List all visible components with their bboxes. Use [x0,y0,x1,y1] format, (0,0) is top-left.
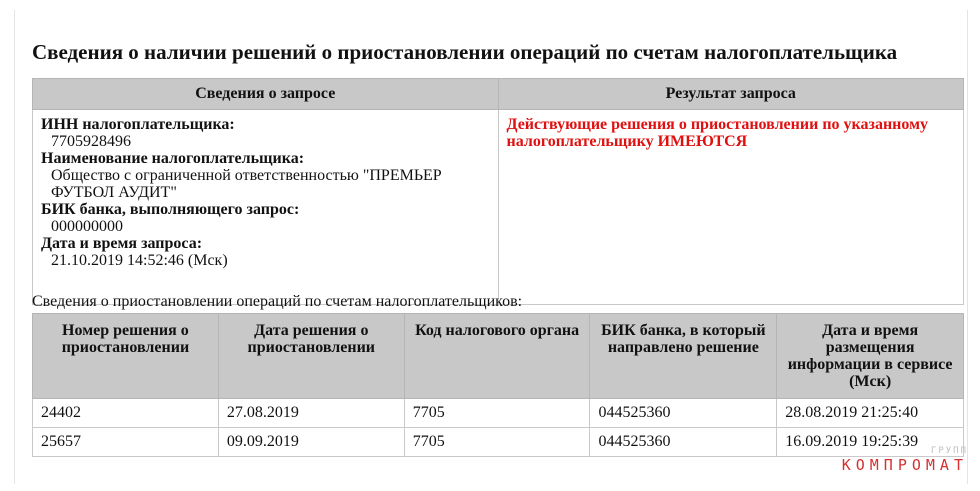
cell-decision-number: 24402 [33,399,219,428]
page-title: Сведения о наличии решений о приостановлении операций по счетам налогоплательщика [32,40,898,64]
watermark-logo-text: КОМПРОМАТ [841,456,968,474]
cell-tax-authority-code: 7705 [404,399,590,428]
request-datetime-label: Дата и время запроса: [41,235,203,252]
col-header-decision-date: Дата решения о приостановлении [218,314,404,399]
watermark-small-text: ГРУПП [930,446,968,456]
cell-posted-datetime: 16.09.2019 19:25:39 [777,428,964,457]
ops-section-title: Сведения о приостановлении операций по счетам налогоплательщиков: [32,293,523,310]
result-message: Действующие решения о приостановлении по указанному налогоплательщику ИМЕЮТСЯ [506,116,928,150]
col-header-posted-datetime: Дата и время размещения информации в сервисе (Мск) [777,314,964,399]
inn-label: ИНН налогоплательщика: [41,116,235,133]
request-result-cell [498,110,964,305]
request-info-cell [33,110,499,305]
cell-bank-bik: 044525360 [590,428,777,457]
bank-bik-label: БИК банка, выполняющего запрос: [41,201,300,218]
request-info-table [32,78,964,305]
col-header-tax-authority-code: Код налогового органа [404,314,590,399]
header-request-info: Сведения о запросе [33,79,499,110]
watermark [842,446,968,474]
cell-decision-number: 25657 [33,428,219,457]
suspension-decisions-table [32,313,964,457]
cell-posted-datetime: 28.08.2019 21:25:40 [777,399,964,428]
bank-bik-value: 000000000 [51,218,123,235]
taxpayer-name-value: Общество с ограниченной ответственностью "ПРЕМЬЕР ФУТБОЛ АУДИТ" [51,167,442,201]
cell-tax-authority-code: 7705 [404,428,590,457]
cell-decision-date: 27.08.2019 [218,399,404,428]
table-header-row [33,314,964,399]
taxpayer-name-label: Наименование налогоплательщика: [41,150,305,167]
col-header-bank-bik: БИК банка, в который направлено решение [590,314,777,399]
cell-decision-date: 09.09.2019 [218,428,404,457]
cell-bank-bik: 044525360 [590,399,777,428]
inn-value: 7705928496 [51,133,131,150]
col-header-decision-number: Номер решения о приостановлении [33,314,219,399]
table-row [33,428,964,457]
request-datetime-value: 21.10.2019 14:52:46 (Мск) [51,252,228,269]
header-request-result: Результат запроса [498,79,964,110]
table-row [33,399,964,428]
